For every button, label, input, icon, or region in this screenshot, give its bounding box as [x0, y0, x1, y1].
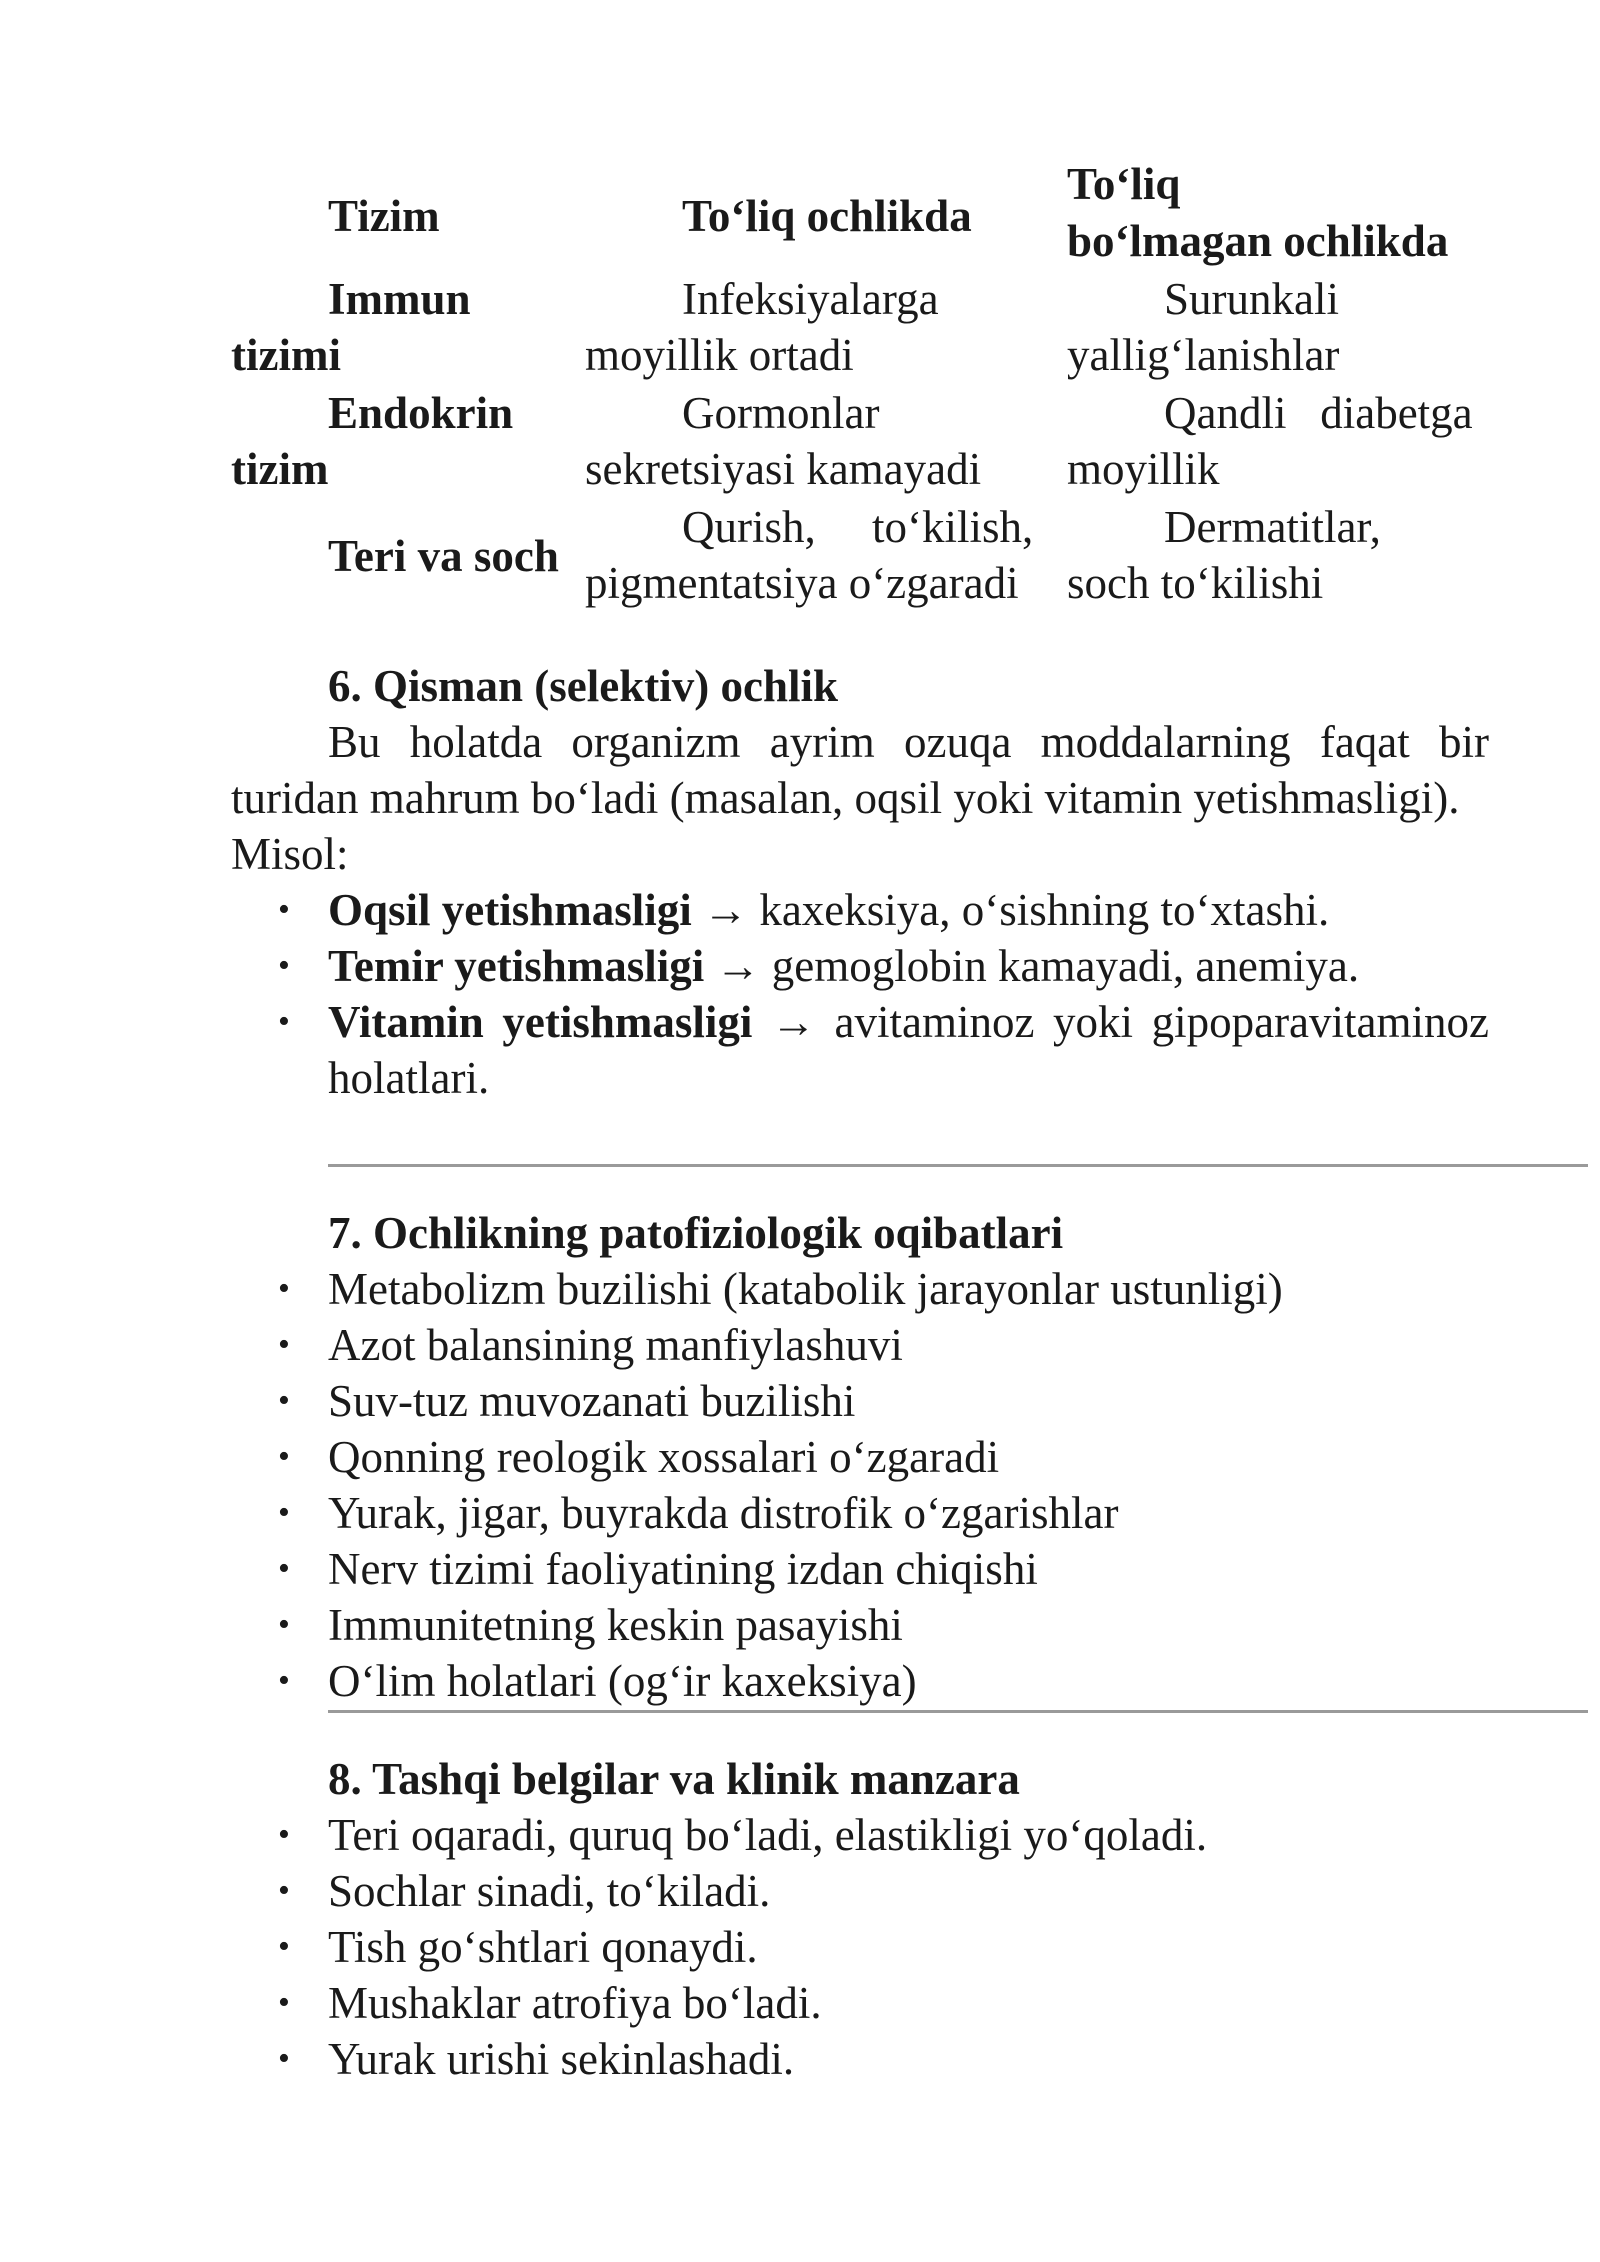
cell-partial-line1: Surunkali	[1164, 274, 1339, 324]
item-text: Yurak, jigar, buyrakda distrofik o‘zgarishlar	[328, 1488, 1119, 1538]
section-paragraph: Bu holatda organizm ayrim ozuqa moddalarning faqat bir turidan mahrum bo‘ladi (masalan, oqsil yoki vitamin yetishmasligi).	[231, 717, 1489, 823]
consequences-list	[231, 1261, 1489, 1709]
cell-system: Teri va soch	[328, 531, 559, 581]
example-label: Misol:	[231, 829, 349, 879]
list-item	[231, 1807, 1489, 1863]
cell-full	[585, 499, 1067, 613]
list-item	[231, 1485, 1489, 1541]
signs-list	[231, 1807, 1489, 2087]
list-item	[231, 882, 1489, 938]
list-item	[231, 2031, 1489, 2087]
section-heading: 7. Ochlikning patofiziologik oqibatlari	[328, 1208, 1064, 1258]
cell-partial-line1: Qandli diabetga	[1164, 388, 1473, 438]
bullet-icon: •	[278, 947, 290, 984]
item-text: Yurak urishi sekinlashadi.	[328, 2034, 795, 2084]
cell-system-line1: Endokrin	[328, 388, 514, 438]
bullet-icon: •	[278, 1326, 290, 1363]
item-text: Metabolizm buzilishi (katabolik jarayonlar ustunligi)	[328, 1264, 1283, 1314]
bullet-icon: •	[278, 1984, 290, 2021]
deficiency-list	[231, 882, 1489, 1106]
comparison-table	[231, 155, 1489, 613]
list-item	[231, 1261, 1489, 1317]
item-text: O‘lim holatlari (og‘ir kaxeksiya)	[328, 1656, 917, 1706]
table-header-row	[231, 155, 1489, 271]
bullet-icon: •	[278, 1003, 290, 1040]
bullet-icon: •	[278, 1662, 290, 1699]
item-desc: → kaxeksiya, o‘sishning to‘xtashi.	[691, 885, 1330, 935]
bullet-icon: •	[278, 1872, 290, 1909]
divider-line	[328, 1710, 1588, 1713]
section-heading: 6. Qisman (selektiv) ochlik	[328, 661, 839, 711]
item-desc: → avitaminoz yoki gipoparavitaminoz holatlari.	[328, 997, 1489, 1103]
bullet-icon: •	[278, 1382, 290, 1419]
bullet-icon: •	[278, 1494, 290, 1531]
header-full-starvation: To‘liq ochlikda	[682, 191, 972, 241]
bullet-icon: •	[278, 1270, 290, 1307]
section-8	[231, 1751, 1489, 2087]
table-row	[231, 271, 1489, 385]
bullet-icon: •	[278, 1816, 290, 1853]
item-term: Temir yetishmasligi	[328, 941, 705, 991]
item-text: Sochlar sinadi, to‘kiladi.	[328, 1866, 771, 1916]
section-6	[231, 658, 1489, 1106]
section-7	[231, 1205, 1489, 1709]
table-row	[231, 385, 1489, 499]
table-row	[231, 499, 1489, 613]
cell-system-line2: tizim	[231, 444, 329, 494]
list-item	[231, 1317, 1489, 1373]
cell-partial	[1067, 385, 1489, 499]
list-item	[231, 1429, 1489, 1485]
cell-partial-line2: yallig‘lanishlar	[1067, 330, 1340, 380]
cell-partial	[1067, 271, 1489, 385]
cell-full	[585, 385, 1067, 499]
bullet-icon: •	[278, 2040, 290, 2077]
cell-partial-line2: soch to‘kilishi	[1067, 558, 1324, 608]
cell-system	[231, 271, 585, 385]
list-item	[231, 1373, 1489, 1429]
bullet-icon: •	[278, 1438, 290, 1475]
cell-system-line1: Immun	[328, 274, 471, 324]
divider-line	[328, 1164, 1588, 1167]
item-text: Teri oqaradi, quruq bo‘ladi, elastikligi yo‘qoladi.	[328, 1810, 1208, 1860]
item-text: Mushaklar atrofiya bo‘ladi.	[328, 1978, 822, 2028]
bullet-icon: •	[278, 891, 290, 928]
bullet-icon: •	[278, 1550, 290, 1587]
list-item	[231, 1919, 1489, 1975]
item-text: Tish go‘shtlari qonaydi.	[328, 1922, 758, 1972]
cell-full-line1: Infeksiyalarga	[682, 274, 939, 324]
header-system: Tizim	[328, 191, 440, 241]
item-desc: → gemoglobin kamayadi, anemiya.	[704, 941, 1360, 991]
cell-partial-line1: Dermatitlar,	[1164, 502, 1381, 552]
item-text: Nerv tizimi faoliyatining izdan chiqishi	[328, 1544, 1038, 1594]
list-item	[231, 1653, 1489, 1709]
list-item	[231, 1975, 1489, 2031]
header-partial-starvation	[1067, 156, 1489, 270]
cell-full	[585, 271, 1067, 385]
list-item	[231, 994, 1489, 1106]
item-text: Suv-tuz muvozanati buzilishi	[328, 1376, 856, 1426]
cell-full-line2: sekretsiyasi kamayadi	[585, 444, 982, 494]
cell-system	[231, 385, 585, 499]
cell-full-line2: pigmentatsiya o‘zgaradi	[585, 558, 1019, 608]
cell-full-line1: Gormonlar	[682, 388, 880, 438]
cell-full-line2: moyillik ortadi	[585, 330, 854, 380]
cell-system-line2: tizimi	[231, 330, 341, 380]
header-partial-line2: bo‘lmagan ochlikda	[1067, 216, 1449, 266]
cell-partial	[1067, 499, 1489, 613]
header-partial-line1: To‘liq	[1067, 159, 1181, 209]
section-heading: 8. Tashqi belgilar va klinik manzara	[328, 1754, 1020, 1804]
bullet-icon: •	[278, 1606, 290, 1643]
bullet-icon: •	[278, 1928, 290, 1965]
cell-partial-line2: moyillik	[1067, 444, 1220, 494]
cell-full-line1: Qurish, to‘kilish,	[682, 502, 1034, 552]
list-item	[231, 1541, 1489, 1597]
item-text: Qonning reologik xossalari o‘zgaradi	[328, 1432, 1000, 1482]
list-item	[231, 938, 1489, 994]
item-text: Immunitetning keskin pasayishi	[328, 1600, 903, 1650]
item-text: Azot balansining manfiylashuvi	[328, 1320, 903, 1370]
item-term: Vitamin yetishmasligi	[328, 997, 753, 1047]
list-item	[231, 1597, 1489, 1653]
item-term: Oqsil yetishmasligi	[328, 885, 692, 935]
list-item	[231, 1863, 1489, 1919]
